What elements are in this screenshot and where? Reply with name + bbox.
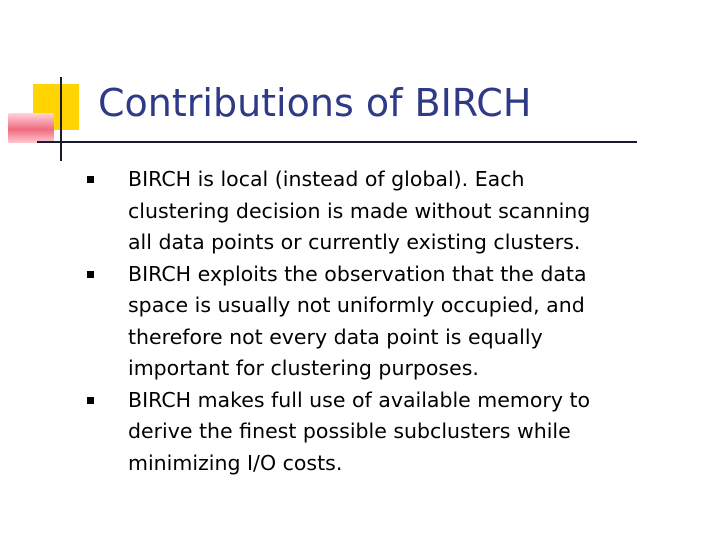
bullet-text-line: BIRCH exploits the observation that the data [128, 261, 587, 286]
bullet-item [87, 164, 702, 259]
bullet-text-line: therefore not every data point is equally [128, 324, 543, 349]
square-bullet-icon [87, 271, 94, 278]
bullet-text-line: derive the finest possible subclusters while [128, 419, 571, 443]
square-bullet-icon [87, 397, 94, 404]
bullet-text-line: important for clustering purposes. [128, 356, 479, 380]
slide-title: Contributions of BIRCH [98, 81, 532, 125]
title-underline-rule [37, 141, 637, 143]
bullet-text-line: BIRCH is local (instead of global). Each [128, 167, 525, 191]
bullet-text-line: clustering decision is made without scanning [128, 198, 591, 223]
decorative-red-bar [8, 113, 54, 143]
square-bullet-icon [87, 176, 94, 183]
bullet-text-line: minimizing I/O costs. [128, 450, 343, 475]
bullet-item [87, 259, 702, 385]
decorative-vertical-rule [60, 77, 62, 161]
bullet-text-line: all data points or currently existing clusters. [128, 230, 581, 254]
bullet-text-line: BIRCH makes full use of available memory to [128, 387, 591, 412]
bullet-text-line: space is usually not uniformly occupied, and [128, 293, 585, 317]
bullet-item [87, 385, 702, 480]
bullet-list [87, 164, 702, 479]
